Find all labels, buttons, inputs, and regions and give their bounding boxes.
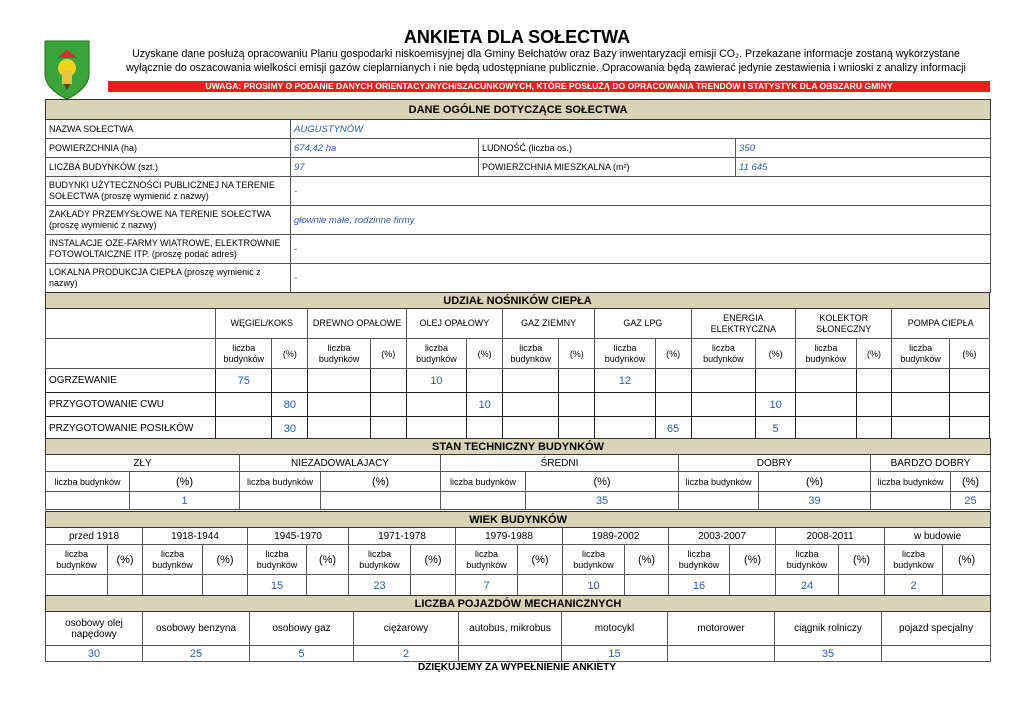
heat-row-label: OGRZEWANIE bbox=[46, 369, 216, 393]
condition-sub-count: liczba budynków bbox=[679, 472, 759, 492]
age-sub-count: liczba budynków bbox=[349, 545, 411, 575]
vehicles-table bbox=[45, 595, 991, 662]
condition-sub-count: liczba budynków bbox=[240, 472, 321, 492]
age-sub-count: liczba budynków bbox=[456, 545, 518, 575]
heat-value-cell[interactable]: 10 bbox=[406, 369, 466, 393]
heat-sub-count: liczba budynków bbox=[595, 339, 655, 369]
vehicle-type-5: motocykl bbox=[562, 612, 668, 646]
heat-carrier-5: ENERGIA ELEKTRYCZNA bbox=[691, 309, 796, 339]
heat-sub-count: liczba budynków bbox=[503, 339, 559, 369]
condition-level-0: ZŁY bbox=[46, 455, 240, 472]
vehicle-type-3: ciężarowy bbox=[354, 612, 459, 646]
heat-value-cell[interactable] bbox=[796, 393, 856, 417]
age-value-cell[interactable]: 23 bbox=[349, 575, 411, 597]
condition-level-2: ŚREDNI bbox=[441, 455, 679, 472]
heat-value-cell[interactable] bbox=[595, 417, 655, 441]
age-period-4: 1979-1988 bbox=[456, 528, 563, 545]
condition-sub-pct: (%) bbox=[526, 472, 679, 492]
heat-value-cell[interactable] bbox=[892, 369, 949, 393]
local-heat-value[interactable]: - bbox=[291, 264, 991, 293]
population-label: LUDNOŚĆ (liczba os.) bbox=[479, 139, 736, 158]
age-value-cell[interactable] bbox=[839, 575, 885, 597]
heat-value-cell[interactable] bbox=[856, 417, 892, 441]
general-data-table bbox=[45, 99, 991, 293]
heat-value-cell[interactable] bbox=[559, 417, 595, 441]
heat-value-cell[interactable]: 65 bbox=[655, 417, 691, 441]
heat-value-cell[interactable] bbox=[216, 393, 272, 417]
section-header-general: DANE OGÓLNE DOTYCZĄCE SOŁECTWA bbox=[46, 100, 991, 120]
name-value[interactable]: AUGUSTYNÓW bbox=[291, 120, 991, 139]
age-value-cell[interactable] bbox=[518, 575, 563, 597]
heat-value-cell[interactable] bbox=[503, 393, 559, 417]
residential-area-value[interactable]: 11 645 bbox=[736, 158, 991, 177]
heat-value-cell[interactable] bbox=[216, 417, 272, 441]
heat-value-cell[interactable] bbox=[856, 369, 892, 393]
age-value-cell[interactable] bbox=[943, 575, 991, 597]
heat-value-cell[interactable] bbox=[370, 417, 406, 441]
condition-value-cell[interactable] bbox=[441, 492, 526, 510]
age-value-cell[interactable] bbox=[625, 575, 669, 597]
vehicle-type-6: motorower bbox=[668, 612, 775, 646]
age-value-cell[interactable] bbox=[307, 575, 349, 597]
heat-sub-pct: (%) bbox=[370, 339, 406, 369]
heat-carrier-4: GAZ LPG bbox=[595, 309, 691, 339]
age-value-cell[interactable]: 2 bbox=[885, 575, 943, 597]
vehicle-value-cell[interactable] bbox=[459, 646, 562, 662]
heat-value-cell[interactable] bbox=[308, 393, 371, 417]
heat-sub-pct: (%) bbox=[559, 339, 595, 369]
heat-value-cell[interactable] bbox=[503, 417, 559, 441]
heat-value-cell[interactable] bbox=[796, 369, 856, 393]
heat-carrier-3: GAZ ZIEMNY bbox=[503, 309, 595, 339]
heat-sub-pct: (%) bbox=[949, 339, 989, 369]
heat-sub-count: liczba budynków bbox=[892, 339, 949, 369]
heat-value-cell[interactable] bbox=[595, 393, 655, 417]
intro-text bbox=[112, 47, 980, 75]
heat-value-cell[interactable] bbox=[949, 369, 989, 393]
heat-value-cell[interactable] bbox=[892, 417, 949, 441]
section-header-vehicles: LICZBA POJAZDÓW MECHANICZNYCH bbox=[46, 596, 991, 612]
heat-usage-row bbox=[46, 417, 990, 441]
heat-value-cell[interactable] bbox=[272, 369, 308, 393]
heat-value-cell[interactable]: 12 bbox=[595, 369, 655, 393]
age-sub-pct: (%) bbox=[625, 545, 669, 575]
age-sub-pct: (%) bbox=[203, 545, 248, 575]
heat-value-cell[interactable] bbox=[949, 417, 989, 441]
age-sub-pct: (%) bbox=[307, 545, 349, 575]
heat-value-cell[interactable] bbox=[691, 417, 756, 441]
age-sub-count: liczba budynków bbox=[143, 545, 203, 575]
heat-sub-count: liczba budynków bbox=[796, 339, 856, 369]
age-value-cell[interactable] bbox=[108, 575, 143, 597]
population-value[interactable]: 350 bbox=[736, 139, 991, 158]
heat-carriers-table bbox=[45, 292, 990, 441]
heat-sub-pct: (%) bbox=[467, 339, 503, 369]
age-sub-count: liczba budynków bbox=[248, 545, 307, 575]
condition-level-1: NIEZADOWALAJACY bbox=[240, 455, 441, 472]
vehicle-value-cell[interactable]: 25 bbox=[143, 646, 250, 662]
vehicle-type-2: osobowy gaz bbox=[250, 612, 354, 646]
building-condition-table bbox=[45, 438, 991, 510]
age-sub-pct: (%) bbox=[108, 545, 143, 575]
heat-sub-pct: (%) bbox=[655, 339, 691, 369]
heat-value-cell[interactable] bbox=[406, 393, 466, 417]
heat-value-cell[interactable] bbox=[796, 417, 856, 441]
age-value-cell[interactable]: 7 bbox=[456, 575, 518, 597]
vehicle-type-4: autobus, mikrobus bbox=[459, 612, 562, 646]
age-period-3: 1971-1978 bbox=[349, 528, 456, 545]
buildings-label: LICZBA BUDYNKÓW (szt.) bbox=[46, 158, 291, 177]
age-period-7: 2008-2011 bbox=[776, 528, 885, 545]
oze-installations-value[interactable]: - bbox=[291, 235, 991, 264]
heat-carrier-0: WĘGIEL/KOKS bbox=[216, 309, 308, 339]
industrial-plants-value[interactable]: głownie małe, rodzinne firmy bbox=[291, 206, 991, 235]
section-header-condition: STAN TECHNICZNY BUDYNKÓW bbox=[46, 439, 991, 455]
condition-value-cell[interactable] bbox=[46, 492, 130, 510]
heat-sub-pct: (%) bbox=[856, 339, 892, 369]
vehicle-value-cell[interactable] bbox=[668, 646, 775, 662]
heat-sub-pct: (%) bbox=[756, 339, 796, 369]
condition-value-cell[interactable] bbox=[240, 492, 321, 510]
vehicle-value-cell[interactable]: 30 bbox=[46, 646, 143, 662]
public-buildings-label: BUDYNKI UŻYTECZNOŚCI PUBLICZNEJ NA TERENIE SOŁECTWA (proszę wymienić z nazwy) bbox=[46, 177, 291, 206]
age-sub-pct: (%) bbox=[411, 545, 456, 575]
heat-value-cell[interactable] bbox=[691, 369, 756, 393]
age-value-cell[interactable] bbox=[203, 575, 248, 597]
intro-line-2: wyłącznie do oszacowania wielkości emisji gazów cieplarnianych i nie będą udostępniane publicznie. Opracowania będą zawierać jedynie zestawienia i wnioski z analizy informacji bbox=[126, 62, 966, 74]
industrial-plants-label: ZAKŁADY PRZEMYSŁOWE NA TERENIE SOŁECTWA (proszę wymienić z nazwy) bbox=[46, 206, 291, 235]
vehicle-type-8: pojazd specjalny bbox=[882, 612, 991, 646]
heat-sub-count: liczba budynków bbox=[308, 339, 371, 369]
vehicle-value-cell[interactable]: 2 bbox=[354, 646, 459, 662]
condition-sub-pct: (%) bbox=[951, 472, 991, 492]
condition-value-cell[interactable]: 25 bbox=[951, 492, 991, 510]
heat-value-cell[interactable]: 75 bbox=[216, 369, 272, 393]
condition-level-4: BARDZO DOBRY bbox=[871, 455, 991, 472]
age-value-cell[interactable] bbox=[143, 575, 203, 597]
condition-value-cell[interactable]: 35 bbox=[526, 492, 679, 510]
age-period-2: 1945-1970 bbox=[248, 528, 349, 545]
heat-sub-count: liczba budynków bbox=[216, 339, 272, 369]
condition-sub-count: liczba budynków bbox=[441, 472, 526, 492]
heat-usage-row bbox=[46, 393, 990, 417]
heat-value-cell[interactable] bbox=[949, 393, 989, 417]
heat-corner-cell-2 bbox=[46, 339, 216, 369]
residential-area-label: POWIERZCHNIA MIESZKALNA (m²) bbox=[479, 158, 736, 177]
age-period-8: w budowie bbox=[885, 528, 991, 545]
heat-sub-pct: (%) bbox=[272, 339, 308, 369]
age-value-cell[interactable] bbox=[46, 575, 108, 597]
heat-carrier-6: KOLEKTOR SŁONECZNY bbox=[796, 309, 892, 339]
heat-row-label: PRZYGOTOWANIE POSIŁKÓW bbox=[46, 417, 216, 441]
heat-value-cell[interactable] bbox=[406, 417, 466, 441]
heat-corner-cell bbox=[46, 309, 216, 339]
age-period-5: 1989-2002 bbox=[563, 528, 669, 545]
heat-usage-row bbox=[46, 369, 990, 393]
condition-sub-pct: (%) bbox=[130, 472, 240, 492]
heat-value-cell[interactable] bbox=[691, 393, 756, 417]
age-sub-count: liczba budynków bbox=[563, 545, 625, 575]
age-value-cell[interactable]: 24 bbox=[776, 575, 839, 597]
condition-sub-count: liczba budynków bbox=[871, 472, 951, 492]
heat-row-label: PRZYGOTOWANIE CWU bbox=[46, 393, 216, 417]
age-sub-count: liczba budynków bbox=[776, 545, 839, 575]
condition-sub-pct: (%) bbox=[759, 472, 871, 492]
age-period-6: 2003-2007 bbox=[669, 528, 776, 545]
heat-value-cell[interactable] bbox=[467, 417, 503, 441]
age-sub-pct: (%) bbox=[518, 545, 563, 575]
local-heat-label: LOKALNA PRODUKCJA CIEPŁA (proszę wymienić z nazwy) bbox=[46, 264, 291, 293]
condition-sub-count: liczba budynków bbox=[46, 472, 130, 492]
heat-value-cell[interactable]: 80 bbox=[272, 393, 308, 417]
age-sub-pct: (%) bbox=[839, 545, 885, 575]
heat-value-cell[interactable]: 30 bbox=[272, 417, 308, 441]
vehicle-value-cell[interactable]: 15 bbox=[562, 646, 668, 662]
vehicle-value-cell[interactable] bbox=[882, 646, 991, 662]
age-value-cell[interactable]: 15 bbox=[248, 575, 307, 597]
heat-carrier-2: OLEJ OPAŁOWY bbox=[406, 309, 502, 339]
area-value[interactable]: 674,42 ha bbox=[291, 139, 479, 158]
heat-value-cell[interactable] bbox=[892, 393, 949, 417]
vehicle-type-0: osobowy olej napędowy bbox=[46, 612, 143, 646]
heat-carrier-1: DREWNO OPAŁOWE bbox=[308, 309, 406, 339]
heat-carrier-7: POMPA CIEPŁA bbox=[892, 309, 990, 339]
heat-value-cell[interactable]: 10 bbox=[756, 393, 796, 417]
heat-value-cell[interactable] bbox=[308, 369, 371, 393]
age-sub-count: liczba budynków bbox=[669, 545, 730, 575]
heat-value-cell[interactable] bbox=[503, 369, 559, 393]
thank-you-footer: DZIĘKUJEMY ZA WYPEŁNIENIE ANKIETY bbox=[418, 662, 616, 673]
vehicle-type-7: ciągnik rolniczy bbox=[775, 612, 882, 646]
heat-value-cell[interactable] bbox=[655, 369, 691, 393]
age-sub-pct: (%) bbox=[730, 545, 776, 575]
vehicle-type-1: osobowy benzyna bbox=[143, 612, 250, 646]
condition-level-3: DOBRY bbox=[679, 455, 871, 472]
heat-value-cell[interactable] bbox=[308, 417, 371, 441]
age-sub-pct: (%) bbox=[943, 545, 991, 575]
condition-sub-pct: (%) bbox=[321, 472, 441, 492]
condition-value-cell[interactable] bbox=[871, 492, 951, 510]
warning-banner: UWAGA: PROSIMY O PODANIE DANYCH ORIENTACYJNYCH/SZACUNKOWYCH, KTÓRE POSŁUŻĄ DO OPRACOWANIA TRENDÓW I STATYSTYK DLA OBSZARU GMINY bbox=[108, 81, 990, 92]
heat-sub-count: liczba budynków bbox=[406, 339, 466, 369]
oze-installations-label: INSTALACJE OZE-FARMY WIATROWE, ELEKTROWNIE FOTOWOLTAICZNE ITP. (proszę podać adres) bbox=[46, 235, 291, 264]
condition-value-cell[interactable]: 39 bbox=[759, 492, 871, 510]
area-label: POWIERZCHNIA (ha) bbox=[46, 139, 291, 158]
section-header-heat: UDZIAŁ NOŚNIKÓW CIEPŁA bbox=[46, 293, 990, 309]
age-value-cell[interactable]: 16 bbox=[669, 575, 730, 597]
vehicle-value-cell[interactable]: 35 bbox=[775, 646, 882, 662]
age-value-cell[interactable]: 10 bbox=[563, 575, 625, 597]
heat-value-cell[interactable] bbox=[370, 393, 406, 417]
heat-value-cell[interactable] bbox=[655, 393, 691, 417]
name-label: NAZWA SOŁECTWA bbox=[46, 120, 291, 139]
heat-value-cell[interactable]: 5 bbox=[756, 417, 796, 441]
public-buildings-value[interactable]: - bbox=[291, 177, 991, 206]
heat-value-cell[interactable]: 10 bbox=[467, 393, 503, 417]
heat-value-cell[interactable] bbox=[559, 393, 595, 417]
age-period-1: 1918-1944 bbox=[143, 528, 248, 545]
buildings-value[interactable]: 97 bbox=[291, 158, 479, 177]
age-value-cell[interactable] bbox=[730, 575, 776, 597]
heat-value-cell[interactable] bbox=[467, 369, 503, 393]
page-title: ANKIETA DLA SOŁECTWA bbox=[403, 27, 631, 47]
condition-value-cell[interactable] bbox=[321, 492, 441, 510]
vehicle-value-cell[interactable]: 5 bbox=[250, 646, 354, 662]
age-value-cell[interactable] bbox=[411, 575, 456, 597]
intro-line-1: Uzyskane dane posłużą opracowaniu Planu gospodarki niskoemisyjnej dla Gminy Bełchatów oraz Bazy inwentaryzacji emisji CO₂. Przekazane informacje zostaną wykorzystane bbox=[132, 48, 960, 60]
age-sub-count: liczba budynków bbox=[885, 545, 943, 575]
age-sub-count: liczba budynków bbox=[46, 545, 108, 575]
building-age-table bbox=[45, 511, 991, 597]
heat-value-cell[interactable] bbox=[370, 369, 406, 393]
age-period-0: przed 1918 bbox=[46, 528, 143, 545]
condition-value-cell[interactable]: 1 bbox=[130, 492, 240, 510]
condition-value-cell[interactable] bbox=[679, 492, 759, 510]
section-header-age: WIEK BUDYNKÓW bbox=[46, 512, 991, 528]
heat-value-cell[interactable] bbox=[756, 369, 796, 393]
heat-sub-count: liczba budynków bbox=[691, 339, 756, 369]
heat-value-cell[interactable] bbox=[559, 369, 595, 393]
coat-of-arms-logo bbox=[44, 40, 90, 100]
heat-value-cell[interactable] bbox=[856, 393, 892, 417]
